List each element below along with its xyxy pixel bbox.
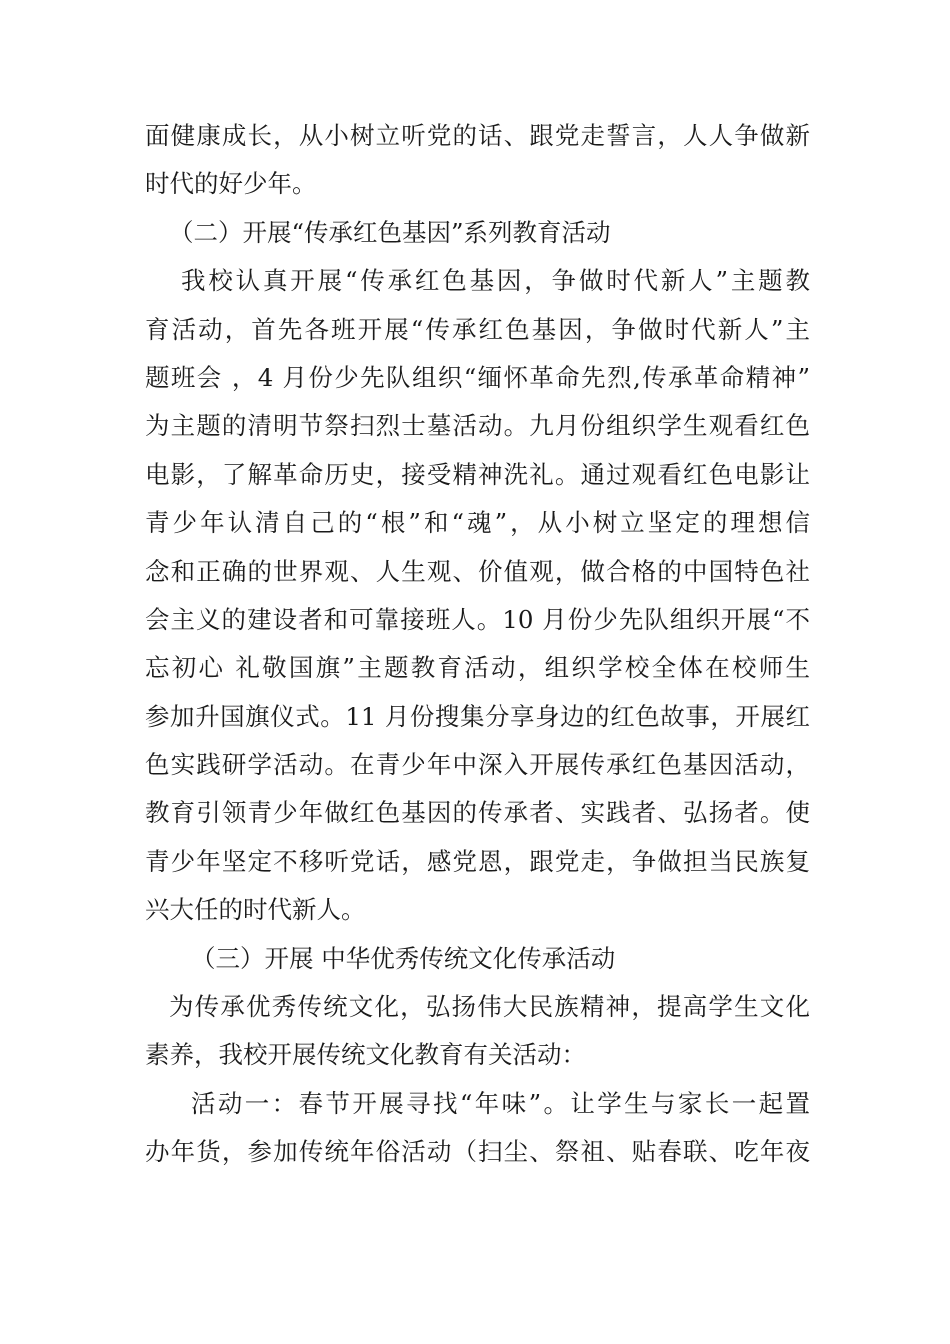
text-line: 参加升国旗仪式。11 月份搜集分享身边的红色故事，开展红 <box>145 701 810 731</box>
text-line: 为主题的清明节祭扫烈士墓活动。九月份组织学生观看红色 <box>145 411 810 441</box>
text-line: 时代的好少年。 <box>145 169 317 199</box>
text-line: 育活动，首先各班开展“传承红色基因，争做时代新人”主 <box>145 314 810 344</box>
text-line: 兴大任的时代新人。 <box>145 895 366 925</box>
text-line: 为传承优秀传统文化，弘扬伟大民族精神，提高学生文化 <box>169 992 810 1022</box>
text-line: 青少年坚定不移听党话，感党恩，跟党走，争做担当民族复 <box>145 846 810 876</box>
text-line: 念和正确的世界观、人生观、价值观，做合格的中国特色社 <box>145 556 810 586</box>
text-line: 忘初心 礼敬国旗”主题教育活动，组织学校全体在校师生 <box>145 653 810 683</box>
text-line: 会主义的建设者和可靠接班人。10 月份少先队组织开展“不 <box>145 604 810 634</box>
text-line: 题班会 ，4 月份少先队组织“缅怀革命先烈,传承革命精神” <box>145 362 810 392</box>
text-line: （二）开展“传承红色基因”系列教育活动 <box>169 217 611 247</box>
text-line: 我校认真开展“传承红色基因，争做时代新人”主题教 <box>181 266 810 296</box>
text-line: 青少年认清自己的“根”和“魂”，从小树立坚定的理想信 <box>145 508 810 538</box>
text-line: （三）开展 中华优秀传统文化传承活动 <box>191 943 616 973</box>
text-line: 办年货，参加传统年俗活动（扫尘、祭祖、贴春联、吃年夜 <box>145 1137 810 1167</box>
document-body <box>145 112 810 1177</box>
text-line: 面健康成长，从小树立听党的话、跟党走誓言，人人争做新 <box>145 121 810 150</box>
text-line: 色实践研学活动。在青少年中深入开展传承红色基因活动， <box>145 750 810 780</box>
text-line: 教育引领青少年做红色基因的传承者、实践者、弘扬者。使 <box>145 798 810 828</box>
text-line: 电影，了解革命历史，接受精神洗礼。通过观看红色电影让 <box>145 459 810 489</box>
text-line: 素养，我校开展传统文化教育有关活动： <box>145 1040 586 1070</box>
text-line: 活动一：春节开展寻找“年味”。让学生与家长一起置 <box>191 1088 810 1118</box>
